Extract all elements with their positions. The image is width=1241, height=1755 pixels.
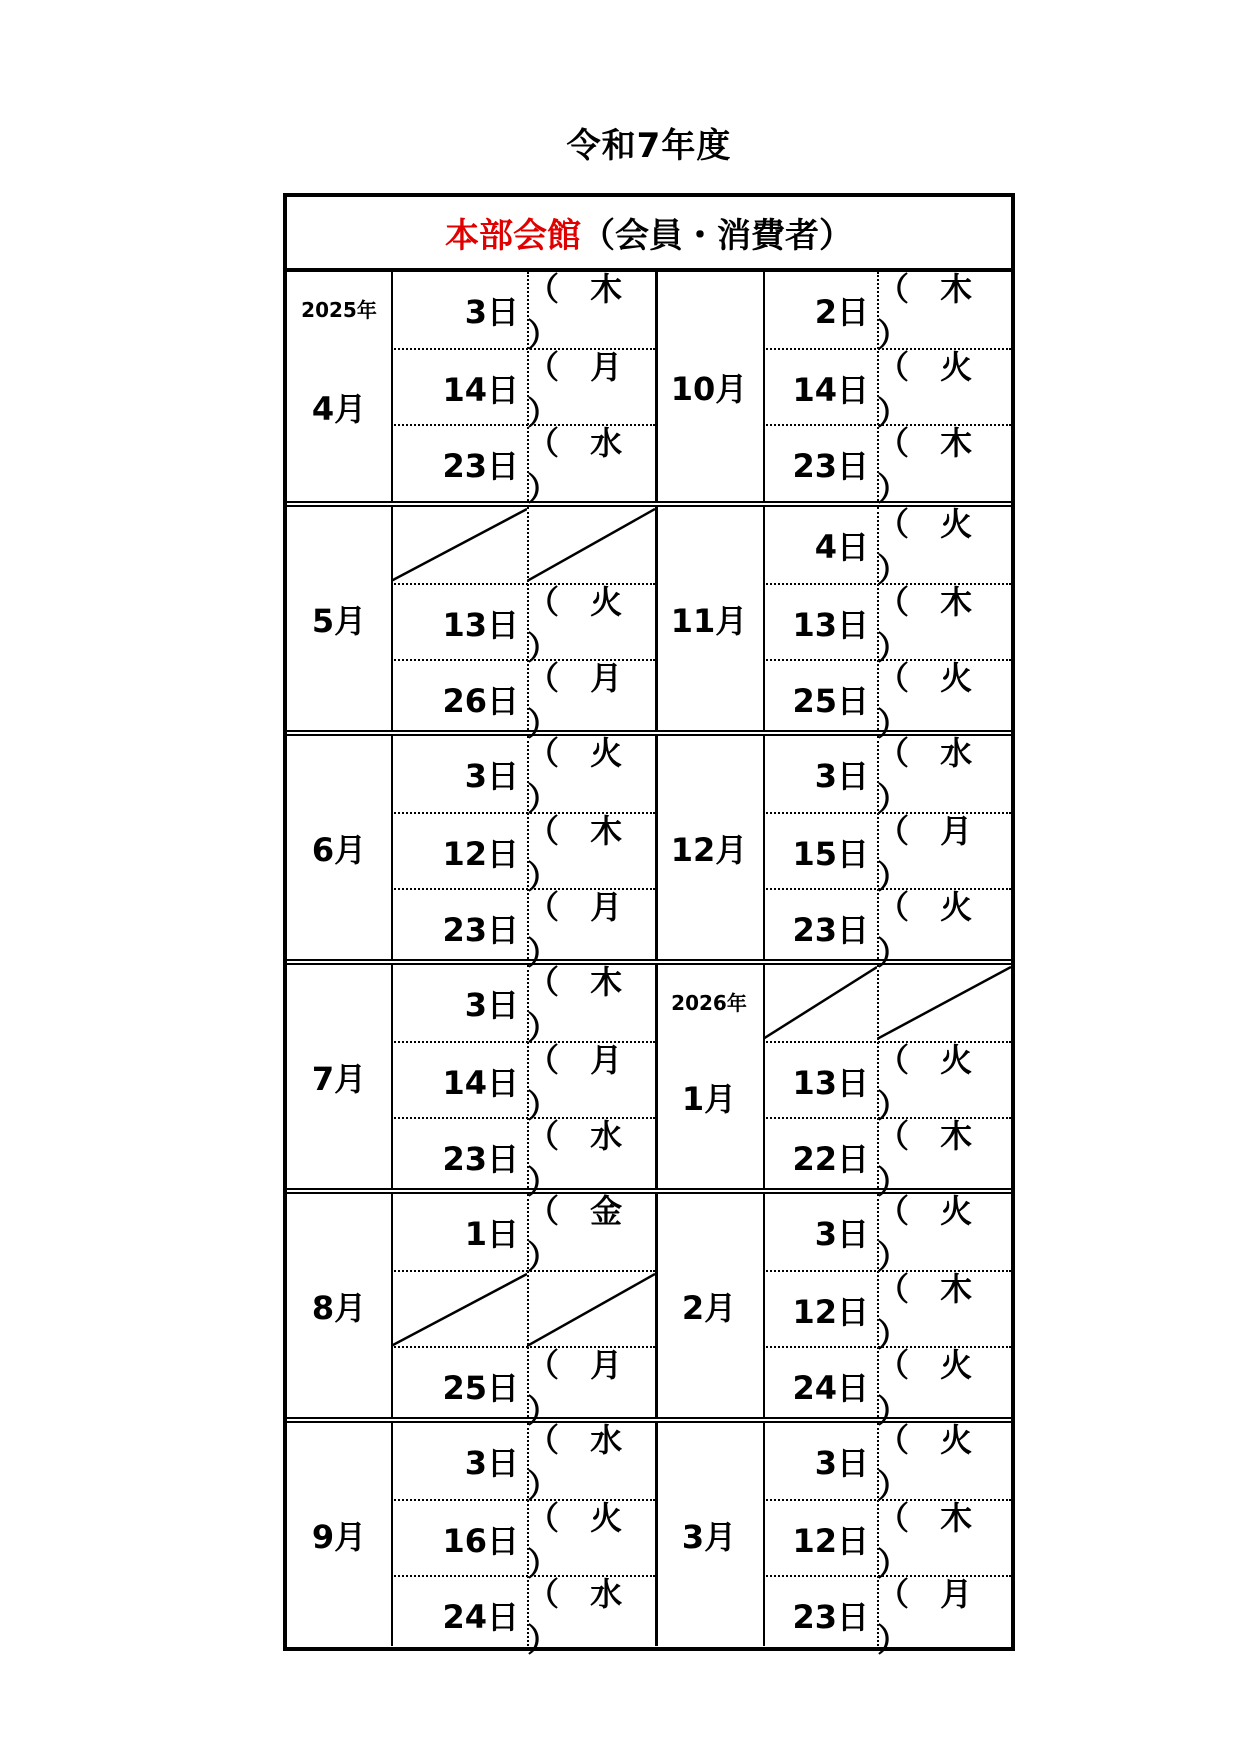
day-cell: 15日	[792, 835, 869, 873]
weekday-cell: （ 火 ）	[527, 583, 633, 667]
empty-dow-cell	[527, 507, 655, 583]
weekday-cell: （ 水 ）	[527, 1575, 633, 1659]
day-cell: 3日	[814, 1444, 869, 1482]
day-cell: 12日	[792, 1293, 869, 1331]
month-cell	[287, 736, 391, 959]
schedule-table	[283, 193, 1015, 1659]
table-row	[391, 583, 655, 667]
table-row	[391, 1499, 655, 1583]
table-row	[763, 505, 1011, 589]
empty-day-cell	[391, 507, 527, 583]
table-row	[763, 1346, 1011, 1430]
weekday-cell: （ 火 ）	[877, 888, 983, 972]
table-row	[763, 812, 1011, 896]
day-cell: 25日	[442, 1369, 519, 1407]
table-row	[391, 812, 655, 896]
month-block	[287, 1188, 1011, 1430]
weekday-cell: （ 月 ）	[527, 1346, 633, 1430]
weekday-cell: （ 火 ）	[877, 1192, 983, 1276]
empty-slash-mark	[527, 507, 655, 583]
month-block	[287, 730, 1011, 972]
day-cell: 14日	[442, 371, 519, 409]
month-cell	[287, 1423, 391, 1646]
day-cell: 12日	[792, 1522, 869, 1560]
month-cell	[655, 736, 763, 959]
table-row	[391, 888, 655, 972]
table-header	[287, 197, 1011, 272]
weekday-cell: （ 木 ）	[527, 270, 633, 354]
day-cell: 3日	[814, 1215, 869, 1253]
month-cell	[287, 507, 391, 730]
table-row	[391, 424, 655, 508]
table-row	[391, 348, 655, 432]
day-cell: 24日	[442, 1598, 519, 1636]
weekday-cell: （ 火 ）	[877, 348, 983, 432]
year-label: 2025年	[301, 298, 377, 322]
month-cell	[655, 965, 763, 1188]
empty-day-cell	[763, 965, 877, 1041]
weekday-cell: （ 木 ）	[877, 1499, 983, 1583]
table-row	[391, 1270, 655, 1346]
weekday-cell: （ 水 ）	[527, 1117, 633, 1201]
weekday-cell: （ 水 ）	[527, 1421, 633, 1505]
day-cell: 14日	[442, 1064, 519, 1102]
day-cell: 24日	[792, 1369, 869, 1407]
weekday-cell: （ 月 ）	[877, 1575, 983, 1659]
table-row	[391, 963, 655, 1047]
table-row	[763, 888, 1011, 972]
month-label: 8月	[311, 1288, 367, 1327]
month-label: 2月	[681, 1288, 737, 1327]
day-cell: 3日	[814, 757, 869, 795]
empty-slash-mark	[763, 965, 877, 1041]
month-label: 10月	[670, 369, 748, 408]
empty-dow-cell	[527, 1272, 655, 1348]
day-cell: 3日	[464, 1444, 519, 1482]
month-block	[287, 959, 1011, 1201]
weekday-cell: （ 月 ）	[527, 888, 633, 972]
day-cell: 23日	[792, 911, 869, 949]
table-row	[391, 1346, 655, 1430]
table-row	[763, 1421, 1011, 1505]
month-label: 6月	[311, 830, 367, 869]
weekday-cell: （ 水 ）	[877, 734, 983, 818]
weekday-cell: （ 木 ）	[527, 812, 633, 896]
weekday-cell: （ 火 ）	[877, 1421, 983, 1505]
month-label: 9月	[311, 1517, 367, 1556]
month-label: 3月	[681, 1517, 737, 1556]
empty-day-cell	[391, 1272, 527, 1348]
month-cell	[287, 272, 391, 501]
month-label: 7月	[311, 1059, 367, 1098]
month-cell	[655, 1194, 763, 1417]
year-label: 2026年	[671, 991, 747, 1015]
day-cell: 23日	[442, 1140, 519, 1178]
schedule-grid	[287, 270, 1011, 1659]
empty-slash-mark	[391, 507, 527, 583]
weekday-cell: （ 木 ）	[877, 1270, 983, 1354]
day-cell: 3日	[464, 293, 519, 331]
day-cell: 1日	[464, 1215, 519, 1253]
table-row	[763, 1117, 1011, 1201]
month-label: 1月	[681, 1079, 737, 1118]
day-cell: 22日	[792, 1140, 869, 1178]
weekday-cell: （ 火 ）	[877, 659, 983, 743]
month-label: 11月	[670, 601, 748, 640]
month-block	[287, 1417, 1011, 1659]
day-cell: 4日	[814, 528, 869, 566]
day-cell: 3日	[464, 757, 519, 795]
table-row	[391, 1041, 655, 1125]
month-block	[287, 270, 1011, 508]
day-cell: 14日	[792, 371, 869, 409]
table-row	[391, 1575, 655, 1659]
month-block	[287, 501, 1011, 743]
day-cell: 12日	[442, 835, 519, 873]
weekday-cell: （ 月 ）	[877, 812, 983, 896]
empty-slash-mark	[877, 965, 1011, 1041]
table-row	[391, 1421, 655, 1505]
weekday-cell: （ 木 ）	[877, 424, 983, 508]
month-label: 5月	[311, 601, 367, 640]
table-row	[763, 965, 1011, 1041]
table-row	[763, 348, 1011, 432]
day-cell: 13日	[442, 606, 519, 644]
audience-label: （会員・消費者）	[581, 216, 853, 256]
day-cell: 23日	[792, 1598, 869, 1636]
weekday-cell: （ 金 ）	[527, 1192, 633, 1276]
empty-dow-cell	[877, 965, 1011, 1041]
weekday-cell: （ 月 ）	[527, 659, 633, 743]
table-row	[763, 270, 1011, 354]
month-cell	[287, 1194, 391, 1417]
month-cell	[655, 507, 763, 730]
table-row	[763, 734, 1011, 818]
venue-name: 本部会館	[445, 216, 581, 256]
weekday-cell: （ 火 ）	[877, 1346, 983, 1430]
table-row	[391, 734, 655, 818]
month-cell	[287, 965, 391, 1188]
table-row	[763, 1499, 1011, 1583]
weekday-cell: （ 火 ）	[527, 1499, 633, 1583]
day-cell: 16日	[442, 1522, 519, 1560]
table-row	[391, 659, 655, 743]
month-cell	[655, 272, 763, 501]
table-row	[391, 507, 655, 583]
weekday-cell: （ 月 ）	[527, 348, 633, 432]
weekday-cell: （ 火 ）	[877, 505, 983, 589]
month-cell	[655, 1423, 763, 1646]
weekday-cell: （ 水 ）	[527, 424, 633, 508]
day-cell: 13日	[792, 1064, 869, 1102]
table-row	[763, 1192, 1011, 1276]
table-row	[763, 1575, 1011, 1659]
day-cell: 2日	[814, 293, 869, 331]
table-row	[763, 424, 1011, 508]
table-row	[763, 583, 1011, 667]
table-row	[391, 270, 655, 354]
table-row	[391, 1192, 655, 1276]
day-cell: 3日	[464, 986, 519, 1024]
empty-slash-mark	[391, 1272, 527, 1348]
weekday-cell: （ 月 ）	[527, 1041, 633, 1125]
page-title: 令和7年度	[566, 126, 732, 166]
table-row	[763, 1041, 1011, 1125]
weekday-cell: （ 木 ）	[527, 963, 633, 1047]
empty-slash-mark	[527, 1272, 655, 1348]
day-cell: 13日	[792, 606, 869, 644]
month-label: 4月	[311, 389, 367, 428]
day-cell: 25日	[792, 682, 869, 720]
table-row	[763, 1270, 1011, 1354]
day-cell: 26日	[442, 682, 519, 720]
weekday-cell: （ 火 ）	[527, 734, 633, 818]
table-row	[763, 659, 1011, 743]
day-cell: 23日	[442, 447, 519, 485]
day-cell: 23日	[792, 447, 869, 485]
weekday-cell: （ 木 ）	[877, 583, 983, 667]
weekday-cell: （ 火 ）	[877, 1041, 983, 1125]
day-cell: 23日	[442, 911, 519, 949]
weekday-cell: （ 木 ）	[877, 270, 983, 354]
month-label: 12月	[670, 830, 748, 869]
weekday-cell: （ 木 ）	[877, 1117, 983, 1201]
table-row	[391, 1117, 655, 1201]
